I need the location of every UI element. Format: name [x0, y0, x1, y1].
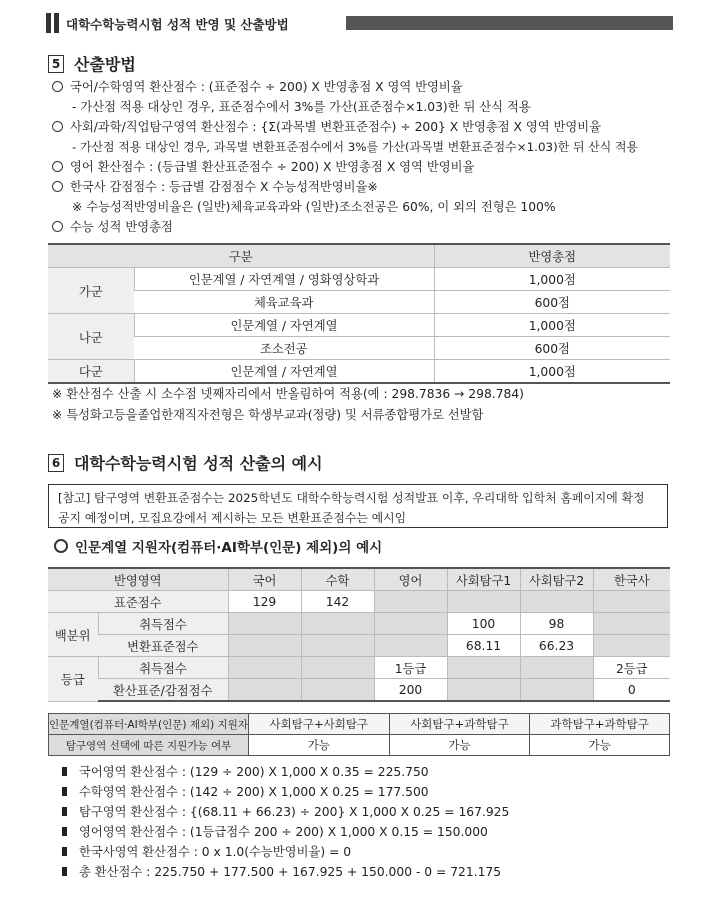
list-item: 수능 성적 반영총점 — [52, 218, 173, 236]
page-header — [46, 13, 673, 33]
list-item: - 가산점 적용 대상인 경우, 과목별 변환표준점수에서 3%를 가산(과목별 변환표준점수×1.03)한 뒤 산식 적용 — [72, 140, 638, 154]
table-cell — [228, 679, 301, 702]
row-label: 등급 — [48, 657, 98, 702]
table-row — [48, 291, 670, 314]
table-cell — [301, 613, 374, 635]
table-header: 사회탐구+과학탐구 — [389, 714, 530, 735]
calc-line: 국어영역 환산점수 : (129 ÷ 200) X 1,000 X 0.35 = 225.750 — [62, 762, 429, 780]
table-cell: 1,000점 — [434, 360, 670, 384]
square-bullet-icon — [62, 787, 67, 796]
group-cell: 다군 — [48, 360, 134, 384]
section5-title: 산출방법 — [74, 55, 136, 74]
square-bullet-icon — [62, 807, 67, 816]
table-cell — [301, 635, 374, 657]
table-cell: 600점 — [434, 291, 670, 314]
header-mark — [54, 13, 59, 33]
table-header: 반영총점 — [434, 244, 670, 268]
header-rule — [346, 16, 673, 30]
note: ※ 특성화고등을졸업한재직자전형은 학생부교과(정량) 및 서류종합평가로 선발함 — [52, 408, 484, 422]
square-bullet-icon — [62, 867, 67, 876]
section6-number: 6 — [48, 454, 64, 472]
square-bullet-icon — [62, 847, 67, 856]
example-score-table — [48, 567, 670, 702]
calc-line: 총 환산점수 : 225.750 + 177.500 + 167.925 + 150.000 - 0 = 721.175 — [62, 862, 501, 880]
table-cell — [374, 613, 447, 635]
table-row — [48, 635, 670, 657]
table-row — [48, 613, 670, 635]
list-item: 영어 환산점수 : (등급별 환산표준점수 ÷ 200) X 반영총점 X 영역 반영비율 — [52, 158, 474, 176]
circle-bullet-icon — [52, 81, 63, 92]
table-header: 반영영역 — [48, 568, 228, 591]
note: ※ 환산점수 산출 시 소수점 넷째자리에서 반올림하여 적용(예 : 298.7836 → 298.784) — [52, 387, 524, 401]
table-cell — [301, 679, 374, 702]
row-label: 취득점수 — [98, 657, 228, 679]
header-mark — [46, 13, 51, 33]
table-header: 사회탐구+사회탐구 — [248, 714, 389, 735]
table-cell: 체육교육과 — [134, 291, 434, 314]
list-item: 한국사 감점점수 : 등급별 감점점수 X 수능성적반영비율※ — [52, 178, 378, 196]
table-header: 한국사 — [593, 568, 670, 591]
circle-bullet-icon — [52, 181, 63, 192]
table-cell: 2등급 — [593, 657, 670, 679]
table-cell — [447, 657, 520, 679]
table-row — [49, 735, 670, 756]
table-cell: 142 — [301, 591, 374, 613]
table-cell — [520, 591, 593, 613]
table-cell: 68.11 — [447, 635, 520, 657]
group-cell: 나군 — [48, 314, 134, 360]
table-cell — [228, 657, 301, 679]
example-subtitle: 인문계열 지원자(컴퓨터·AI학부(인문) 제외)의 예시 — [54, 539, 382, 557]
total-score-table — [48, 243, 670, 384]
list-item: 국어/수학영역 환산점수 : (표준점수 ÷ 200) X 반영총점 X 영역 반영비율 — [52, 78, 463, 96]
section6-title: 대학수학능력시험 성적 산출의 예시 — [74, 454, 323, 473]
row-label: 탐구영역 선택에 따른 지원가능 여부 — [49, 735, 249, 756]
table-cell: 66.23 — [520, 635, 593, 657]
table-cell: 가능 — [248, 735, 389, 756]
table-header-row — [48, 244, 670, 268]
table-cell — [374, 591, 447, 613]
circle-bullet-icon — [52, 161, 63, 172]
table-cell: 1,000점 — [434, 314, 670, 337]
table-cell — [520, 679, 593, 702]
table-cell — [228, 635, 301, 657]
table-cell — [520, 657, 593, 679]
row-label: 환산표준/감점점수 — [98, 679, 228, 702]
table-row — [48, 591, 670, 613]
section6-heading — [48, 451, 323, 474]
circle-bullet-icon — [52, 221, 63, 232]
table-header: 영어 — [374, 568, 447, 591]
calc-line: 탐구영역 환산점수 : {(68.11 + 66.23) ÷ 200} X 1,000 X 0.25 = 167.925 — [62, 802, 509, 820]
table-header: 국어 — [228, 568, 301, 591]
table-header: 사회탐구2 — [520, 568, 593, 591]
table-cell: 인문계열 / 자연계열 — [134, 360, 434, 384]
table-row — [48, 360, 670, 384]
circle-bullet-icon — [52, 121, 63, 132]
row-label: 취득점수 — [98, 613, 228, 635]
table-header-row — [48, 568, 670, 591]
list-item: ※ 수능성적반영비율은 (일반)체육교육과와 (일반)조소전공은 60%, 이 외의 전형은 100% — [72, 200, 556, 214]
table-cell: 가능 — [389, 735, 530, 756]
calc-line: 수학영역 환산점수 : (142 ÷ 200) X 1,000 X 0.25 = 177.500 — [62, 782, 429, 800]
row-label: 백분위 — [48, 613, 98, 657]
table-cell: 200 — [374, 679, 447, 702]
list-item: - 가산점 적용 대상인 경우, 표준점수에서 3%를 가산(표준점수×1.03)한 뒤 산식 적용 — [72, 100, 531, 114]
table-cell — [228, 613, 301, 635]
table-cell: 98 — [520, 613, 593, 635]
subject-combo-table — [48, 713, 670, 756]
square-bullet-icon — [62, 827, 67, 836]
group-cell: 가군 — [48, 268, 134, 314]
row-label: 변환표준점수 — [98, 635, 228, 657]
table-row — [48, 657, 670, 679]
table-header: 수학 — [301, 568, 374, 591]
reference-note: [참고] 탐구영역 변환표준점수는 2025학년도 대학수학능력시험 성적발표 이후, 우리대학 입학처 홈페이지에 확정 공지 예정이며, 모집요강에서 제시하는 모든 변환표준점수는 예시임 — [48, 484, 668, 528]
table-cell — [593, 635, 670, 657]
table-cell: 100 — [447, 613, 520, 635]
table-cell — [593, 613, 670, 635]
table-header: 구분 — [48, 244, 434, 268]
header-title: 대학수학능력시험 성적 반영 및 산출방법 — [66, 17, 289, 32]
table-cell: 인문계열 / 자연계열 — [134, 314, 434, 337]
calc-line: 영어영역 환산점수 : (1등급점수 200 ÷ 200) X 1,000 X 0.15 = 150.000 — [62, 822, 488, 840]
section5-number: 5 — [48, 55, 64, 73]
table-cell: 0 — [593, 679, 670, 702]
table-cell — [593, 591, 670, 613]
table-row — [48, 679, 670, 702]
table-header: 사회탐구1 — [447, 568, 520, 591]
table-cell — [374, 635, 447, 657]
table-row — [48, 314, 670, 337]
table-cell: 가능 — [530, 735, 670, 756]
table-cell: 조소전공 — [134, 337, 434, 360]
table-cell: 129 — [228, 591, 301, 613]
table-cell: 600점 — [434, 337, 670, 360]
table-cell: 인문계열 / 자연계열 / 영화영상학과 — [134, 268, 434, 291]
table-cell: 1등급 — [374, 657, 447, 679]
table-row — [49, 714, 670, 735]
table-row — [48, 337, 670, 360]
square-bullet-icon — [62, 767, 67, 776]
row-label: 인문계열(컴퓨터·AI학부(인문) 제외) 지원자 — [49, 714, 249, 735]
table-cell: 1,000점 — [434, 268, 670, 291]
table-row — [48, 268, 670, 291]
table-header: 과학탐구+과학탐구 — [530, 714, 670, 735]
circle-bullet-icon — [54, 539, 68, 553]
table-cell — [447, 591, 520, 613]
section5-heading — [48, 52, 136, 75]
table-cell — [447, 679, 520, 702]
row-label: 표준점수 — [48, 591, 228, 613]
table-cell — [301, 657, 374, 679]
calc-line: 한국사영역 환산점수 : 0 x 1.0(수능반영비율) = 0 — [62, 842, 351, 860]
list-item: 사회/과학/직업탐구영역 환산점수 : {Σ(과목별 변환표준점수) ÷ 200} X 반영총점 X 영역 반영비율 — [52, 118, 601, 136]
